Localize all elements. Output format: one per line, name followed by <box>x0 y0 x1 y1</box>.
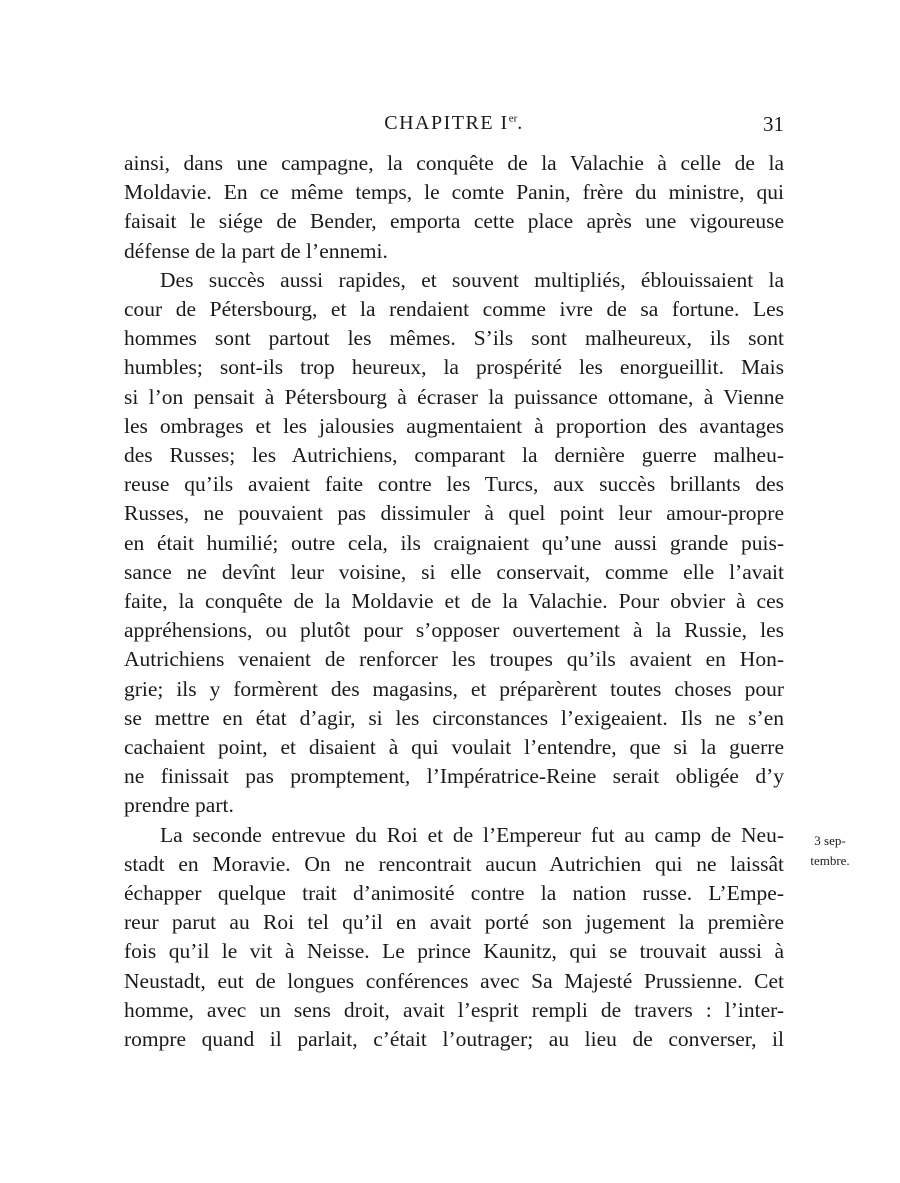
text-line: cachaient point, et disaient à qui voulait l’entendre, que si la guerre <box>124 735 784 760</box>
text-line: prendre part. <box>124 793 234 818</box>
margin-note-line: tembre. <box>810 853 850 868</box>
text-line: Des succès aussi rapides, et souvent multipliés, éblouissaient la <box>160 267 784 292</box>
text-line: Neustadt, eut de longues conférences avec Sa Majesté Prussienne. Cet <box>124 968 784 993</box>
text-line: si l’on pensait à Pétersbourg à écraser la puissance ottomane, à Vienne <box>124 384 784 409</box>
chapter-superscript: er <box>508 112 518 125</box>
text-line: rompre quand il parlait, c’était l’outrager; au lieu de converser, il <box>124 1027 784 1052</box>
text-line: échapper quelque trait d’animosité contre la nation russe. L’Empe- <box>124 881 784 906</box>
text-line: appréhensions, ou plutôt pour s’opposer ouvertement à la Russie, les <box>124 618 784 643</box>
page-header <box>124 112 784 142</box>
margin-note-line: 3 sep- <box>814 833 846 848</box>
text-line: cour de Pétersbourg, et la rendaient comme ivre de sa fortune. Les <box>124 297 784 322</box>
text-line: humbles; sont-ils trop heureux, la prospérité les enorgueillit. Mais <box>124 355 784 380</box>
paragraph-2 <box>124 266 784 821</box>
text-line: faite, la conquête de la Moldavie et de la Valachie. Pour obvier à ces <box>124 589 784 614</box>
text-line: défense de la part de l’ennemi. <box>124 238 388 263</box>
text-line: les ombrages et les jalousies augmentaient à proportion des avantages <box>124 413 784 438</box>
text-line: Moldavie. En ce même temps, le comte Panin, frère du ministre, qui <box>124 180 784 205</box>
text-line: La seconde entrevue du Roi et de l’Empereur fut au camp de Neu- <box>160 822 784 847</box>
text-line: Autrichiens venaient de renforcer les troupes qu’ils avaient en Hon- <box>124 647 784 672</box>
text-line: Russes, ne pouvaient pas dissimuler à quel point leur amour-propre <box>124 501 784 526</box>
text-line: grie; ils y formèrent des magasins, et préparèrent toutes choses pour <box>124 676 784 701</box>
text-line: stadt en Moravie. On ne rencontrait aucun Autrichien qui ne laissât <box>124 851 784 876</box>
text-line: se mettre en état d’agir, si les circonstances l’exigeaient. Ils ne s’en <box>124 705 784 730</box>
text-line: en était humilié; outre cela, ils craignaient qu’une aussi grande puis- <box>124 530 784 555</box>
paragraph-3 <box>124 821 784 1055</box>
text-line: des Russes; les Autrichiens, comparant la dernière guerre malheu- <box>124 443 784 468</box>
running-title <box>124 112 784 135</box>
text-line: reuse qu’ils avaient faite contre les Turcs, aux succès brillants des <box>124 472 784 497</box>
paragraph-1 <box>124 149 784 266</box>
text-line: reur parut au Roi tel qu’il en avait porté son jugement la première <box>124 910 784 935</box>
chapter-period: . <box>517 112 524 134</box>
text-line: homme, avec un sens droit, avait l’esprit rempli de travers : l’inter- <box>124 997 784 1022</box>
chapter-title: CHAPITRE I <box>384 112 509 134</box>
body-text <box>124 149 784 1054</box>
page-number: 31 <box>763 112 784 136</box>
text-line: faisait le siége de Bender, emporta cette place après une vigoureuse <box>124 209 784 234</box>
text-line: sance ne devînt leur voisine, si elle conservait, comme elle l’avait <box>124 559 784 584</box>
text-line: fois qu’il le vit à Neisse. Le prince Kaunitz, qui se trouvait aussi à <box>124 939 784 964</box>
text-line: ainsi, dans une campagne, la conquête de la Valachie à celle de la <box>124 151 784 175</box>
margin-note-date <box>795 831 865 871</box>
text-line: hommes sont partout les mêmes. S’ils sont malheureux, ils sont <box>124 326 784 351</box>
text-line: ne finissait pas promptement, l’Impératrice-Reine serait obligée d’y <box>124 764 784 789</box>
